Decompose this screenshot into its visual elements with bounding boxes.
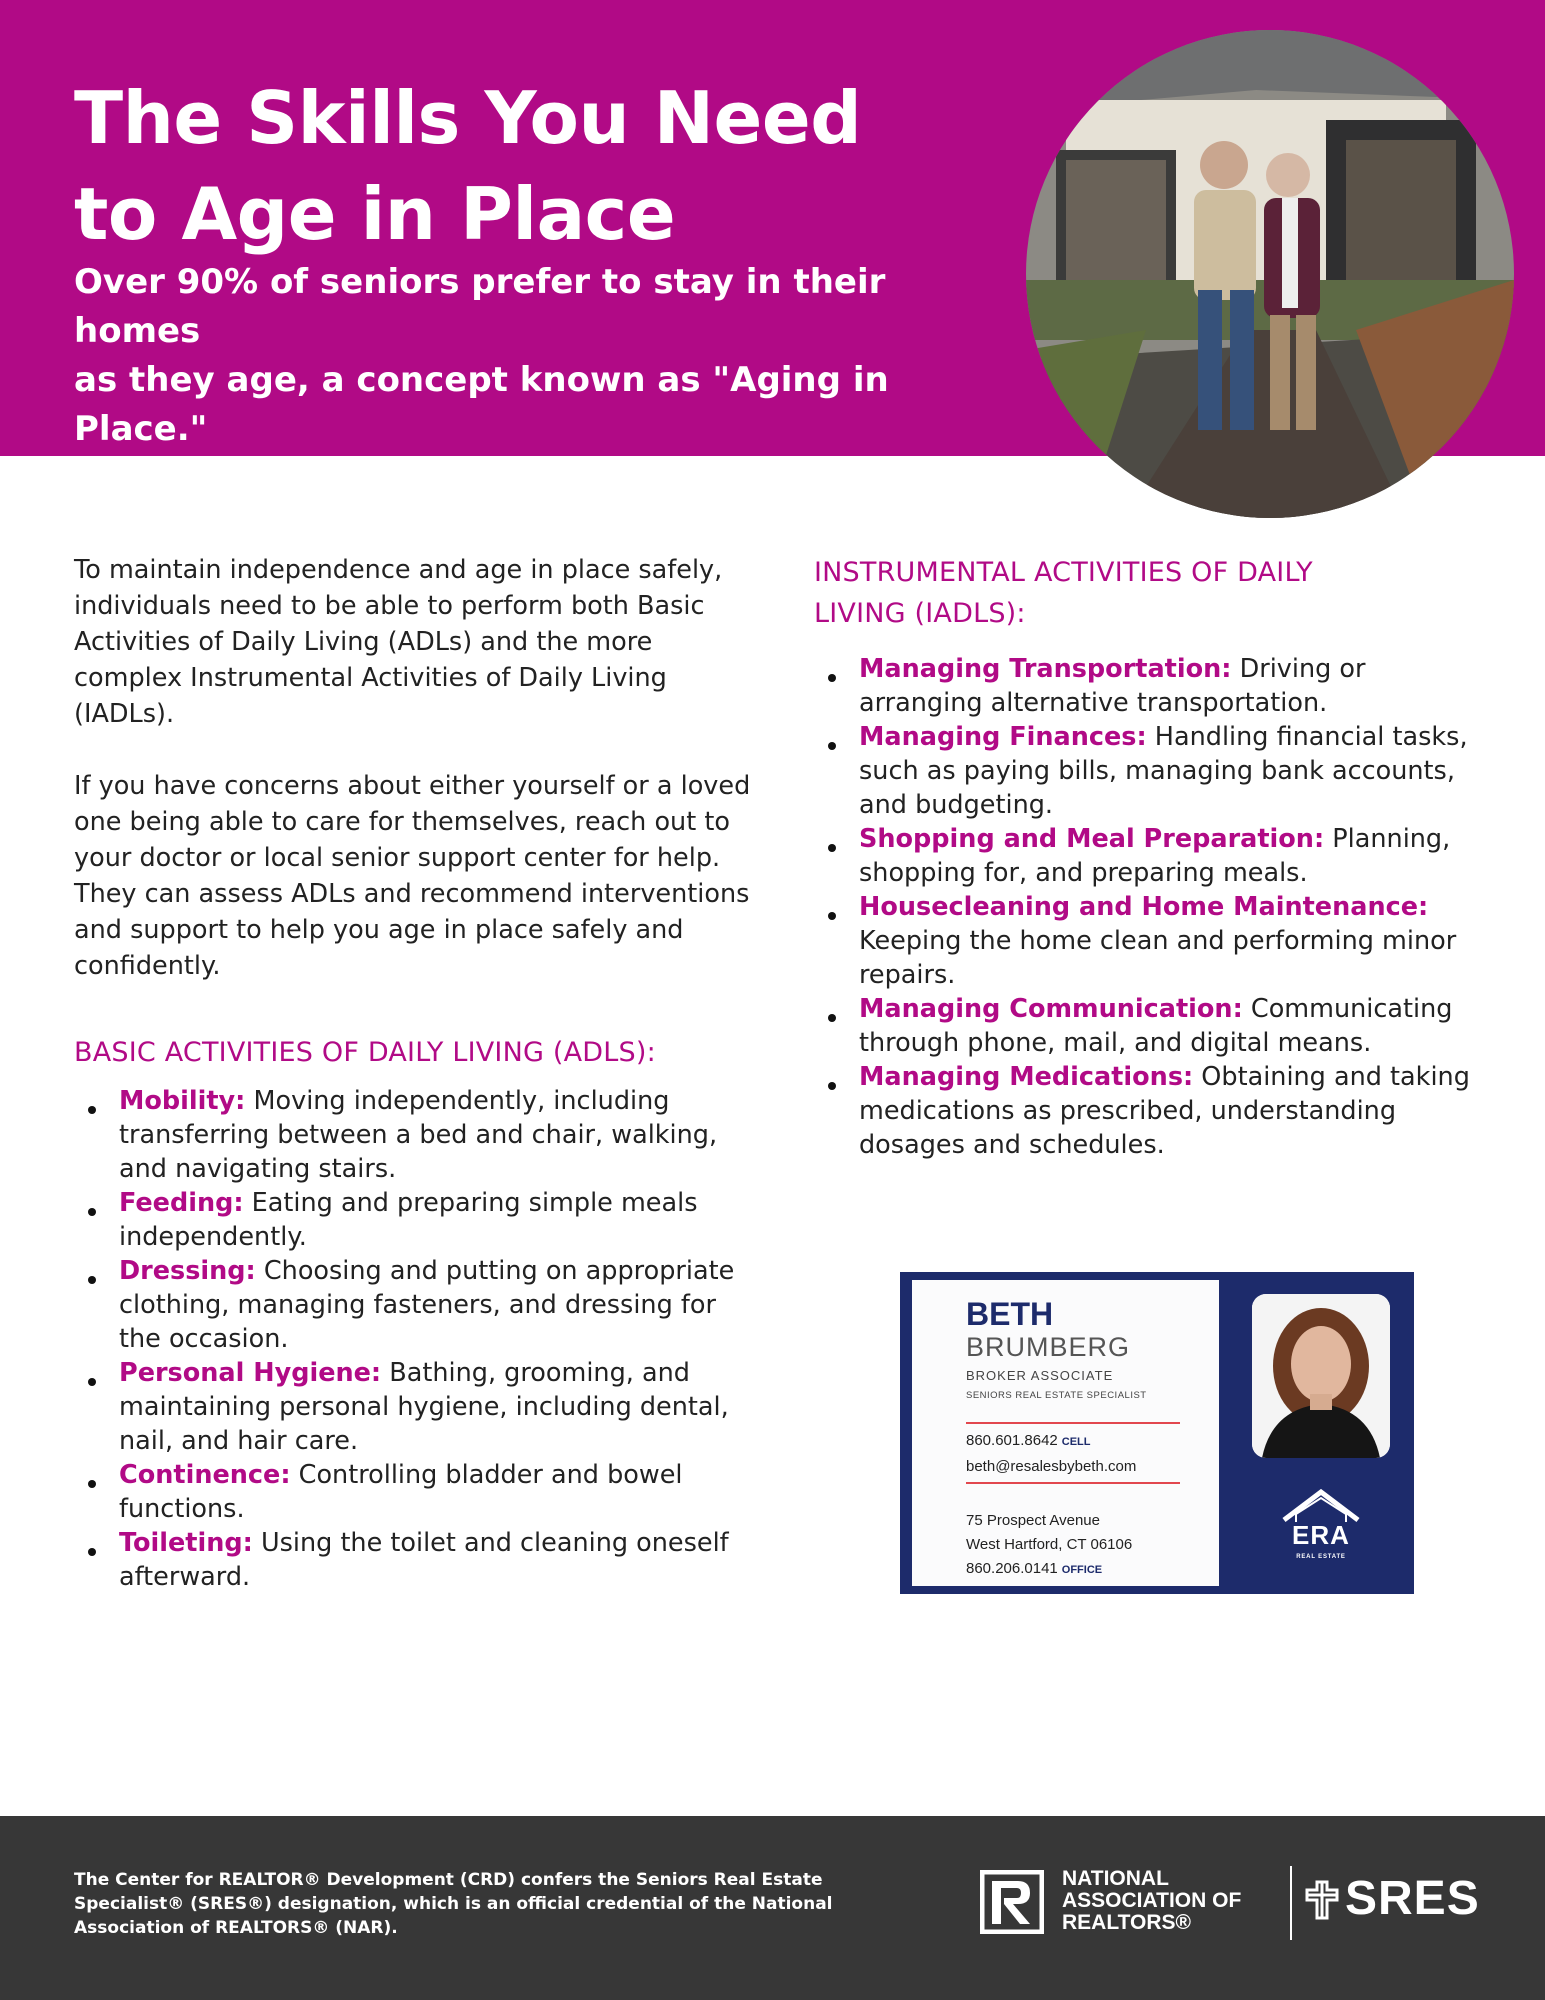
item-term: Shopping and Meal Preparation:: [859, 824, 1325, 854]
nar-line-3: REALTORS®: [1062, 1911, 1192, 1934]
subtitle-line-1: Over 90% of seniors prefer to stay in their homes: [74, 262, 886, 351]
card-specialty: SENIORS REAL ESTATE SPECIALIST: [966, 1390, 1147, 1401]
list-item: [74, 1254, 754, 1356]
card-first-name: BETH: [966, 1296, 1054, 1332]
card-divider: [966, 1482, 1180, 1484]
sres-house-icon: [1305, 1880, 1339, 1920]
card-office: [966, 1560, 1102, 1577]
item-term: Mobility:: [119, 1086, 246, 1116]
card-office-number: 860.206.0141: [966, 1560, 1058, 1577]
nar-wordmark: [1062, 1868, 1241, 1934]
card-last-name: BRUMBERG: [966, 1332, 1131, 1362]
footer: [0, 1816, 1545, 2000]
subtitle-line-2: as they age, a concept known as "Aging in Place.": [74, 360, 889, 449]
adls-list: [74, 1084, 754, 1594]
era-logo: [1280, 1486, 1362, 1560]
page-title: [74, 70, 974, 262]
item-term: Housecleaning and Home Maintenance:: [859, 892, 1429, 922]
item-text: Eating and preparing simple meals independently.: [119, 1188, 698, 1252]
card-cell-number: 860.601.8642: [966, 1432, 1058, 1449]
item-text: Moving independently, including transferring between a bed and chair, walking, and navigating stairs.: [119, 1086, 718, 1184]
item-text: Choosing and putting on appropriate clothing, managing fasteners, and dressing for the occasion.: [119, 1256, 735, 1354]
sres-wordmark: SRES: [1345, 1872, 1480, 1925]
card-divider: [966, 1422, 1180, 1424]
card-cell: [966, 1432, 1091, 1449]
item-text: Bathing, grooming, and maintaining personal hygiene, including dental, nail, and hair care.: [119, 1358, 729, 1456]
item-text: Controlling bladder and bowel functions.: [119, 1460, 683, 1524]
item-text: Using the toilet and cleaning oneself afterward.: [119, 1528, 729, 1592]
iadls-heading: [814, 552, 1454, 634]
era-logo-subtext: REAL ESTATE: [1296, 1554, 1346, 1560]
agent-portrait-photo: [1252, 1294, 1390, 1458]
card-office-tag: OFFICE: [1061, 1564, 1103, 1576]
list-item: [814, 822, 1484, 890]
intro-paragraph-2: If you have concerns about either yourself or a loved one being able to care for themselves, reach out to your doctor or local senior support center for help. They can assess ADLs and recommend interventions and support to help you age in place safely and confidently.: [74, 771, 751, 981]
list-item: [74, 1186, 754, 1254]
list-item: [814, 1060, 1484, 1162]
adls-heading: BASIC ACTIVITIES OF DAILY LIVING (ADLS):: [74, 1037, 656, 1068]
list-item: [74, 1356, 754, 1458]
list-item: [74, 1084, 754, 1186]
list-item: [74, 1458, 754, 1526]
list-item: [814, 652, 1484, 720]
footer-disclaimer: The Center for REALTOR® Development (CRD) confers the Seniors Real Estate Specialist® (SRES®) designation, which is an official credential of the National Association of REALTORS® (NAR).: [74, 1870, 833, 1938]
iadls-list: [814, 652, 1484, 1162]
realtor-r-logo-icon: [980, 1870, 1044, 1934]
item-text: Handling financial tasks, such as paying bills, managing bank accounts, and budgeting.: [859, 722, 1468, 820]
item-text: Keeping the home clean and performing minor repairs.: [859, 926, 1457, 990]
logo-divider: [1290, 1866, 1292, 1940]
item-term: Managing Medications:: [859, 1062, 1194, 1092]
item-text: Driving or arranging alternative transportation.: [859, 654, 1366, 718]
era-logo-text: ERA: [1292, 1520, 1350, 1550]
intro-paragraph-1: To maintain independence and age in place safely, individuals need to be able to perform both Basic Activities of Daily Living (ADLs) and the more complex Instrumental Activities of Daily Living (IADLs).: [74, 555, 723, 729]
item-text: Planning, shopping for, and preparing meals.: [859, 824, 1451, 888]
card-role: BROKER ASSOCIATE: [966, 1368, 1114, 1383]
list-item: [814, 992, 1484, 1060]
page-subtitle: [74, 258, 1004, 454]
card-address-1: 75 Prospect Avenue: [966, 1512, 1100, 1529]
title-line-2: to Age in Place: [74, 172, 676, 256]
nar-line-2: ASSOCIATION OF: [1062, 1889, 1242, 1912]
item-text: Obtaining and taking medications as prescribed, understanding dosages and schedules.: [859, 1062, 1470, 1160]
business-card: [900, 1272, 1414, 1594]
list-item: [74, 1526, 754, 1594]
card-cell-tag: CELL: [1061, 1436, 1091, 1448]
senior-couple-photo: [1026, 30, 1514, 518]
iadls-heading-line-1: INSTRUMENTAL ACTIVITIES OF DAILY: [814, 557, 1313, 588]
card-address-2: West Hartford, CT 06106: [966, 1536, 1133, 1553]
item-text: Communicating through phone, mail, and digital means.: [859, 994, 1453, 1058]
card-info-panel: [912, 1280, 1219, 1586]
item-term: Managing Finances:: [859, 722, 1147, 752]
list-item: [814, 890, 1484, 992]
item-term: Toileting:: [119, 1528, 253, 1558]
item-term: Managing Transportation:: [859, 654, 1232, 684]
card-email: beth@resalesbybeth.com: [966, 1458, 1137, 1475]
item-term: Feeding:: [119, 1188, 244, 1218]
iadls-heading-line-2: LIVING (IADLS):: [814, 598, 1026, 629]
title-line-1: The Skills You Need: [74, 76, 862, 160]
item-term: Continence:: [119, 1460, 291, 1490]
intro-section: [74, 552, 754, 984]
item-term: Personal Hygiene:: [119, 1358, 382, 1388]
nar-line-1: NATIONAL: [1062, 1867, 1169, 1890]
list-item: [814, 720, 1484, 822]
item-term: Managing Communication:: [859, 994, 1243, 1024]
item-term: Dressing:: [119, 1256, 256, 1286]
